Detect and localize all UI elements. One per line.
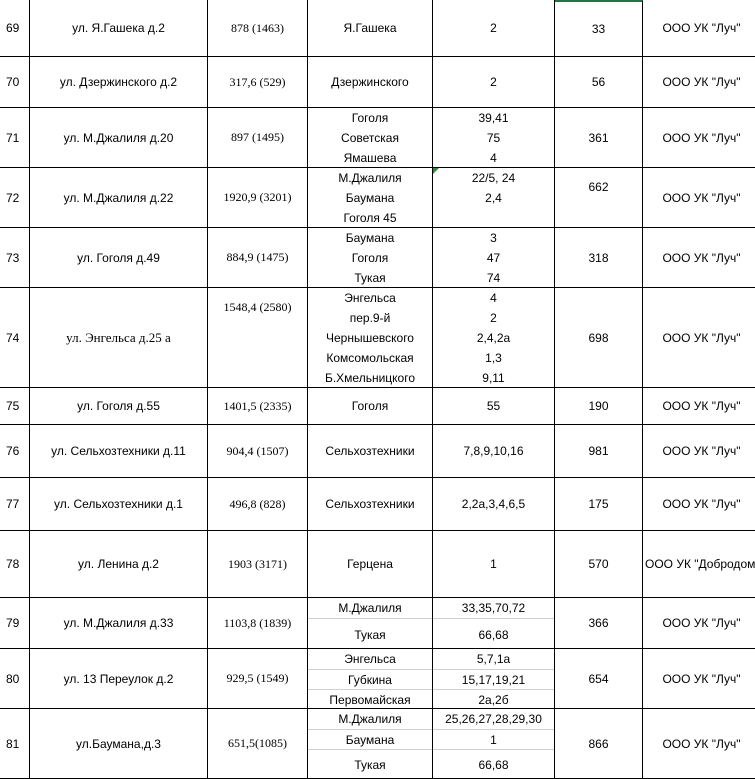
area-cell[interactable]: 1103,8 (1839) <box>208 598 308 649</box>
address-cell[interactable]: ул. Гоголя д.55 <box>30 388 208 425</box>
house-cell[interactable]: 2,2а,3,4,6,5 <box>433 478 555 531</box>
address-cell[interactable]: ул. М.Джалиля д.33 <box>30 598 208 649</box>
table-row <box>0 709 755 779</box>
count-cell[interactable]: 361 <box>555 108 643 168</box>
area-cell[interactable]: 317,6 (529) <box>208 57 308 108</box>
house-cell[interactable] <box>433 168 555 228</box>
company-cell[interactable]: ООО УК "Луч" <box>643 168 755 228</box>
address-cell[interactable]: ул. 13 Переулок д.2 <box>30 649 208 709</box>
area-cell[interactable]: 651,5(1085) <box>208 709 308 779</box>
street-line: Б.Хмельницкого <box>324 371 416 385</box>
row-number-cell[interactable]: 77 <box>0 478 30 531</box>
table-row <box>0 0 755 57</box>
street-line: Баумана <box>345 191 395 205</box>
address-cell[interactable]: ул. Я.Гашека д.2 <box>30 0 208 57</box>
street-line: М.Джалиля <box>338 171 402 185</box>
area-cell[interactable]: 904,4 (1507) <box>208 425 308 478</box>
street-line: Баумана <box>308 729 432 750</box>
street-line: Энгельса <box>344 652 396 666</box>
street-cell[interactable]: Гоголя <box>308 388 433 425</box>
street-cell[interactable] <box>308 288 433 388</box>
count-cell[interactable]: 318 <box>555 228 643 288</box>
street-line: Тукая <box>354 271 386 285</box>
street-line: Губкина <box>308 669 432 690</box>
company-cell[interactable]: ООО УК "Луч" <box>643 57 755 108</box>
company-cell[interactable]: ООО УК "Луч" <box>643 478 755 531</box>
count-cell[interactable]: 175 <box>555 478 643 531</box>
house-cell[interactable]: 1 <box>433 531 555 598</box>
table-row <box>0 598 755 649</box>
row-number-cell[interactable]: 70 <box>0 57 30 108</box>
street-line: Тукая <box>308 618 432 649</box>
count-cell[interactable]: 570 <box>555 531 643 598</box>
street-cell[interactable] <box>308 228 433 288</box>
company-cell[interactable]: ООО УК "Луч" <box>643 425 755 478</box>
house-line: 66,68 <box>433 749 554 779</box>
row-number-cell[interactable]: 76 <box>0 425 30 478</box>
row-number-cell[interactable]: 78 <box>0 531 30 598</box>
house-line: 9,11 <box>482 371 505 385</box>
table-row <box>0 108 755 168</box>
street-cell[interactable] <box>308 108 433 168</box>
house-line: 4 <box>490 151 497 165</box>
table-row <box>0 288 755 388</box>
count-cell[interactable]: 981 <box>555 425 643 478</box>
house-cell[interactable]: 7,8,9,10,16 <box>433 425 555 478</box>
table-row <box>0 478 755 531</box>
area-cell[interactable]: 884,9 (1475) <box>208 228 308 288</box>
count-cell[interactable]: 662 <box>555 168 643 228</box>
street-line: Гоголя <box>351 111 389 125</box>
street-cell[interactable]: Герцена <box>308 531 433 598</box>
house-line: 2 <box>490 311 497 325</box>
area-cell[interactable]: 897 (1495) <box>208 108 308 168</box>
street-line: Тукая <box>308 749 432 779</box>
address-cell[interactable]: ул. Сельхозтехники д.1 <box>30 478 208 531</box>
house-cell[interactable] <box>433 228 555 288</box>
area-cell[interactable]: 1903 (3171) <box>208 531 308 598</box>
row-number-cell[interactable]: 80 <box>0 649 30 709</box>
table-row <box>0 531 755 598</box>
street-line: М.Джалиля <box>338 601 402 615</box>
company-cell[interactable]: ООО УК "Добродом <box>643 531 755 598</box>
street-line: Советская <box>341 131 399 145</box>
street-cell[interactable] <box>308 649 433 709</box>
count-cell[interactable]: 654 <box>555 649 643 709</box>
area-cell[interactable]: 878 (1463) <box>208 0 308 57</box>
company-cell[interactable]: ООО УК "Луч" <box>643 709 755 779</box>
comment-indicator-icon <box>433 168 439 174</box>
house-line: 33,35,70,72 <box>461 601 526 615</box>
company-cell[interactable]: ООО УК "Луч" <box>643 108 755 168</box>
row-number-cell[interactable]: 79 <box>0 598 30 649</box>
address-cell[interactable]: ул. Дзержинского д.2 <box>30 57 208 108</box>
house-line: 5,7,1а <box>476 652 511 666</box>
row-number-cell[interactable]: 75 <box>0 388 30 425</box>
area-cell[interactable]: 1920,9 (3201) <box>208 168 308 228</box>
house-line: 2а,2б <box>433 689 554 709</box>
street-line: пер.9-й <box>349 311 391 325</box>
street-cell[interactable]: Я.Гашека <box>308 0 433 57</box>
house-line: 47 <box>486 251 501 265</box>
table-row <box>0 57 755 108</box>
table-row <box>0 649 755 709</box>
company-cell[interactable]: ООО УК "Луч" <box>643 0 755 57</box>
house-line: 2,4,2а <box>476 331 511 345</box>
table-row <box>0 228 755 288</box>
street-line: Гоголя 45 <box>343 211 397 225</box>
row-number-cell[interactable]: 71 <box>0 108 30 168</box>
house-line: 3 <box>490 231 497 245</box>
address-cell[interactable]: ул.Баумана,д.3 <box>30 709 208 779</box>
house-cell[interactable] <box>433 108 555 168</box>
street-cell[interactable]: Сельхозтехники <box>308 478 433 531</box>
area-cell[interactable]: 1548,4 (2580) <box>208 288 308 388</box>
street-cell[interactable] <box>308 598 433 649</box>
address-cell[interactable]: ул. М.Джалиля д.22 <box>30 168 208 228</box>
count-cell[interactable]: 366 <box>555 598 643 649</box>
house-line: 15,17,19,21 <box>433 669 554 690</box>
count-cell[interactable]: 56 <box>555 57 643 108</box>
street-cell[interactable] <box>308 168 433 228</box>
address-cell[interactable]: ул. Гоголя д.49 <box>30 228 208 288</box>
count-cell[interactable]: 33 <box>555 0 643 57</box>
row-number-cell[interactable]: 72 <box>0 168 30 228</box>
house-cell[interactable] <box>433 288 555 388</box>
house-line: 2,4 <box>485 191 502 205</box>
house-cell[interactable] <box>433 598 555 649</box>
row-number-cell[interactable]: 74 <box>0 288 30 388</box>
house-line: 75 <box>486 131 501 145</box>
company-cell[interactable]: ООО УК "Луч" <box>643 388 755 425</box>
company-cell[interactable]: ООО УК "Луч" <box>643 228 755 288</box>
row-number-cell[interactable]: 81 <box>0 709 30 779</box>
area-cell[interactable]: 496,8 (828) <box>208 478 308 531</box>
company-cell[interactable]: ООО УК "Луч" <box>643 288 755 388</box>
count-cell[interactable]: 190 <box>555 388 643 425</box>
house-line: 1 <box>433 729 554 750</box>
house-line: 39,41 <box>478 111 509 125</box>
count-cell[interactable]: 698 <box>555 288 643 388</box>
address-cell[interactable]: ул. Ленина д.2 <box>30 531 208 598</box>
house-line: 74 <box>486 271 501 285</box>
address-cell[interactable]: ул. Сельхозтехники д.11 <box>30 425 208 478</box>
company-cell[interactable]: ООО УК "Луч" <box>643 598 755 649</box>
count-cell[interactable]: 866 <box>555 709 643 779</box>
house-line: 1,3 <box>485 351 502 365</box>
address-cell[interactable]: ул. М.Джалиля д.20 <box>30 108 208 168</box>
street-line: Энгельса <box>344 291 396 305</box>
street-line: М.Джалиля <box>338 712 402 726</box>
row-number-cell[interactable]: 69 <box>0 0 30 57</box>
row-number-cell[interactable]: 73 <box>0 228 30 288</box>
company-cell[interactable]: ООО УК "Луч" <box>643 649 755 709</box>
house-line: 25,26,27,28,29,30 <box>445 712 542 726</box>
street-line: Комсомольская <box>326 351 414 365</box>
street-cell[interactable]: Сельхозтехники <box>308 425 433 478</box>
street-line: Чернышевского <box>326 331 414 345</box>
street-line: Первомайская <box>308 689 432 709</box>
street-line: Ямашева <box>343 151 397 165</box>
house-line: 22/5, 24 <box>471 171 516 185</box>
area-cell[interactable]: 929,5 (1549) <box>208 649 308 709</box>
house-cell[interactable] <box>433 709 555 779</box>
address-cell[interactable]: ул. Энгельса д.25 а <box>30 288 208 388</box>
area-cell[interactable]: 1401,5 (2335) <box>208 388 308 425</box>
house-cell[interactable]: 2 <box>433 57 555 108</box>
house-cell[interactable]: 2 <box>433 0 555 57</box>
house-line: 66,68 <box>433 618 554 649</box>
street-line: Баумана <box>345 231 395 245</box>
street-line: Гоголя <box>351 251 389 265</box>
street-cell[interactable]: Дзержинского <box>308 57 433 108</box>
table-row <box>0 168 755 228</box>
house-line: 4 <box>490 291 497 305</box>
street-cell[interactable] <box>308 709 433 779</box>
table-row <box>0 425 755 478</box>
house-cell[interactable] <box>433 649 555 709</box>
house-cell[interactable]: 55 <box>433 388 555 425</box>
table-row <box>0 388 755 425</box>
